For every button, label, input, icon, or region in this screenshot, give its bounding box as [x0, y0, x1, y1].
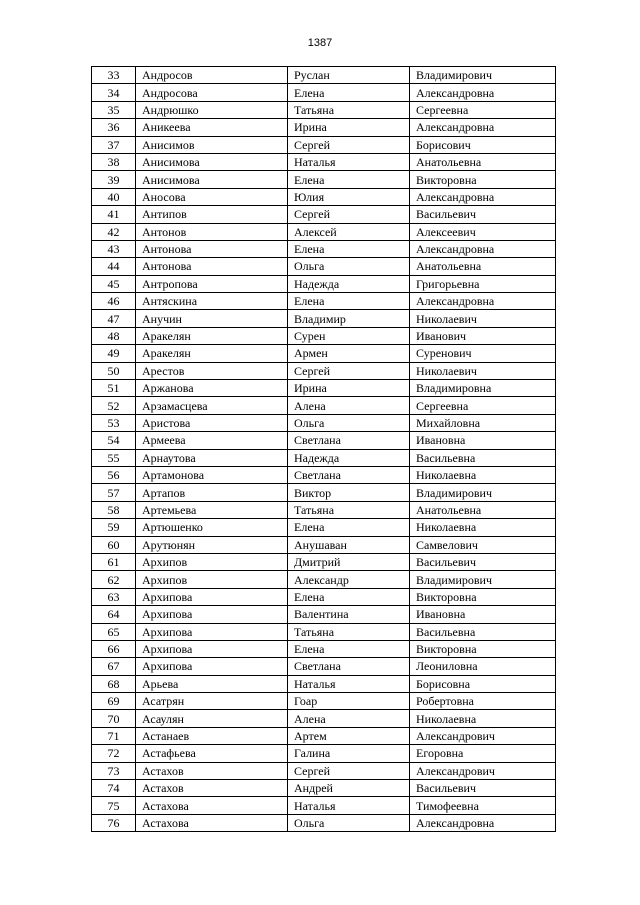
row-number-cell: 51 [92, 380, 136, 397]
first-name-cell: Наталья [288, 675, 410, 692]
first-name-cell: Армен [288, 345, 410, 362]
patronymic-cell: Александровна [410, 293, 556, 310]
last-name-cell: Астафьева [136, 745, 288, 762]
last-name-cell: Архипова [136, 658, 288, 675]
row-number-cell: 68 [92, 675, 136, 692]
table-row [92, 658, 556, 675]
row-number-cell: 38 [92, 153, 136, 170]
table-row [92, 780, 556, 797]
table-row [92, 432, 556, 449]
table-row [92, 397, 556, 414]
first-name-cell: Светлана [288, 432, 410, 449]
row-number-cell: 40 [92, 188, 136, 205]
patronymic-cell: Васильевич [410, 780, 556, 797]
last-name-cell: Архипов [136, 571, 288, 588]
table-row [92, 519, 556, 536]
patronymic-cell: Николаевич [410, 310, 556, 327]
first-name-cell: Сергей [288, 762, 410, 779]
row-number-cell: 50 [92, 362, 136, 379]
page-number: 1387 [307, 37, 333, 49]
first-name-cell: Валентина [288, 606, 410, 623]
last-name-cell: Арнаутова [136, 449, 288, 466]
row-number-cell: 36 [92, 119, 136, 136]
last-name-cell: Антропова [136, 275, 288, 292]
row-number-cell: 44 [92, 258, 136, 275]
table-row [92, 310, 556, 327]
last-name-cell: Архипов [136, 553, 288, 570]
first-name-cell: Алексей [288, 223, 410, 240]
row-number-cell: 60 [92, 536, 136, 553]
row-number-cell: 42 [92, 223, 136, 240]
row-number-cell: 70 [92, 710, 136, 727]
patronymic-cell: Александровна [410, 188, 556, 205]
table-row [92, 223, 556, 240]
last-name-cell: Андрюшко [136, 101, 288, 118]
patronymic-cell: Васильевич [410, 553, 556, 570]
row-number-cell: 43 [92, 240, 136, 257]
table-row [92, 258, 556, 275]
table-row [92, 327, 556, 344]
row-number-cell: 34 [92, 84, 136, 101]
last-name-cell: Астахов [136, 780, 288, 797]
patronymic-cell: Алексеевич [410, 223, 556, 240]
table-row [92, 501, 556, 518]
first-name-cell: Светлана [288, 466, 410, 483]
last-name-cell: Аракелян [136, 345, 288, 362]
patronymic-cell: Анатольевна [410, 258, 556, 275]
first-name-cell: Елена [288, 84, 410, 101]
first-name-cell: Ирина [288, 380, 410, 397]
last-name-cell: Анисимова [136, 153, 288, 170]
patronymic-cell: Васильевич [410, 206, 556, 223]
last-name-cell: Артемьева [136, 501, 288, 518]
first-name-cell: Сергей [288, 206, 410, 223]
patronymic-cell: Васильевна [410, 449, 556, 466]
table-row [92, 571, 556, 588]
table-row [92, 101, 556, 118]
first-name-cell: Сергей [288, 136, 410, 153]
table-row [92, 536, 556, 553]
table-row [92, 275, 556, 292]
row-number-cell: 63 [92, 588, 136, 605]
last-name-cell: Анучин [136, 310, 288, 327]
last-name-cell: Архипова [136, 588, 288, 605]
patronymic-cell: Владимирович [410, 571, 556, 588]
row-number-cell: 61 [92, 553, 136, 570]
last-name-cell: Астахова [136, 814, 288, 831]
last-name-cell: Астахова [136, 797, 288, 814]
patronymic-cell: Сергеевна [410, 397, 556, 414]
table-row [92, 67, 556, 84]
row-number-cell: 48 [92, 327, 136, 344]
first-name-cell: Владимир [288, 310, 410, 327]
patronymic-cell: Александровна [410, 119, 556, 136]
first-name-cell: Светлана [288, 658, 410, 675]
last-name-cell: Анисимов [136, 136, 288, 153]
first-name-cell: Галина [288, 745, 410, 762]
first-name-cell: Елена [288, 293, 410, 310]
first-name-cell: Артем [288, 727, 410, 744]
first-name-cell: Елена [288, 640, 410, 657]
patronymic-cell: Александровна [410, 814, 556, 831]
patronymic-cell: Суренович [410, 345, 556, 362]
first-name-cell: Анушаван [288, 536, 410, 553]
first-name-cell: Ольга [288, 414, 410, 431]
row-number-cell: 41 [92, 206, 136, 223]
first-name-cell: Ирина [288, 119, 410, 136]
first-name-cell: Алена [288, 397, 410, 414]
names-table-body [92, 67, 556, 832]
table-row [92, 710, 556, 727]
table-row [92, 466, 556, 483]
last-name-cell: Аникеева [136, 119, 288, 136]
row-number-cell: 75 [92, 797, 136, 814]
table-row [92, 814, 556, 831]
last-name-cell: Арестов [136, 362, 288, 379]
first-name-cell: Гоар [288, 693, 410, 710]
patronymic-cell: Ивановна [410, 606, 556, 623]
first-name-cell: Ольга [288, 814, 410, 831]
patronymic-cell: Тимофеевна [410, 797, 556, 814]
last-name-cell: Асатрян [136, 693, 288, 710]
row-number-cell: 74 [92, 780, 136, 797]
row-number-cell: 49 [92, 345, 136, 362]
table-row [92, 675, 556, 692]
first-name-cell: Елена [288, 171, 410, 188]
first-name-cell: Сергей [288, 362, 410, 379]
first-name-cell: Надежда [288, 275, 410, 292]
last-name-cell: Артюшенко [136, 519, 288, 536]
patronymic-cell: Ивановна [410, 432, 556, 449]
patronymic-cell: Владимирович [410, 484, 556, 501]
table-row [92, 762, 556, 779]
patronymic-cell: Егоровна [410, 745, 556, 762]
table-row [92, 119, 556, 136]
first-name-cell: Наталья [288, 797, 410, 814]
row-number-cell: 37 [92, 136, 136, 153]
patronymic-cell: Сергеевна [410, 101, 556, 118]
first-name-cell: Елена [288, 240, 410, 257]
patronymic-cell: Леониловна [410, 658, 556, 675]
last-name-cell: Андросов [136, 67, 288, 84]
patronymic-cell: Борисовна [410, 675, 556, 692]
last-name-cell: Аносова [136, 188, 288, 205]
last-name-cell: Асаулян [136, 710, 288, 727]
last-name-cell: Артамонова [136, 466, 288, 483]
row-number-cell: 72 [92, 745, 136, 762]
table-row [92, 206, 556, 223]
last-name-cell: Армеева [136, 432, 288, 449]
last-name-cell: Аржанова [136, 380, 288, 397]
patronymic-cell: Александрович [410, 762, 556, 779]
table-row [92, 136, 556, 153]
first-name-cell: Андрей [288, 780, 410, 797]
patronymic-cell: Викторовна [410, 171, 556, 188]
last-name-cell: Арутюнян [136, 536, 288, 553]
patronymic-cell: Иванович [410, 327, 556, 344]
last-name-cell: Архипова [136, 640, 288, 657]
row-number-cell: 66 [92, 640, 136, 657]
last-name-cell: Антонова [136, 240, 288, 257]
first-name-cell: Татьяна [288, 501, 410, 518]
patronymic-cell: Александрович [410, 727, 556, 744]
table-row [92, 84, 556, 101]
table-row [92, 414, 556, 431]
first-name-cell: Татьяна [288, 101, 410, 118]
patronymic-cell: Робертовна [410, 693, 556, 710]
last-name-cell: Арзамасцева [136, 397, 288, 414]
last-name-cell: Анисимова [136, 171, 288, 188]
patronymic-cell: Борисович [410, 136, 556, 153]
table-row [92, 293, 556, 310]
row-number-cell: 76 [92, 814, 136, 831]
patronymic-cell: Анатольевна [410, 153, 556, 170]
table-row [92, 797, 556, 814]
patronymic-cell: Александровна [410, 84, 556, 101]
last-name-cell: Архипова [136, 606, 288, 623]
table-row [92, 640, 556, 657]
patronymic-cell: Викторовна [410, 588, 556, 605]
patronymic-cell: Владимировна [410, 380, 556, 397]
last-name-cell: Антяскина [136, 293, 288, 310]
patronymic-cell: Николаевна [410, 710, 556, 727]
last-name-cell: Аракелян [136, 327, 288, 344]
row-number-cell: 55 [92, 449, 136, 466]
patronymic-cell: Самвелович [410, 536, 556, 553]
table-row [92, 727, 556, 744]
first-name-cell: Дмитрий [288, 553, 410, 570]
table-row [92, 345, 556, 362]
first-name-cell: Александр [288, 571, 410, 588]
table-row [92, 484, 556, 501]
first-name-cell: Алена [288, 710, 410, 727]
last-name-cell: Аристова [136, 414, 288, 431]
row-number-cell: 67 [92, 658, 136, 675]
first-name-cell: Сурен [288, 327, 410, 344]
table-row [92, 588, 556, 605]
first-name-cell: Елена [288, 588, 410, 605]
last-name-cell: Антонов [136, 223, 288, 240]
last-name-cell: Арьева [136, 675, 288, 692]
first-name-cell: Татьяна [288, 623, 410, 640]
table-row [92, 745, 556, 762]
patronymic-cell: Николаевна [410, 466, 556, 483]
row-number-cell: 45 [92, 275, 136, 292]
names-table [91, 66, 556, 832]
row-number-cell: 47 [92, 310, 136, 327]
row-number-cell: 46 [92, 293, 136, 310]
patronymic-cell: Николаевич [410, 362, 556, 379]
row-number-cell: 64 [92, 606, 136, 623]
patronymic-cell: Викторовна [410, 640, 556, 657]
first-name-cell: Руслан [288, 67, 410, 84]
patronymic-cell: Васильевна [410, 623, 556, 640]
first-name-cell: Елена [288, 519, 410, 536]
first-name-cell: Надежда [288, 449, 410, 466]
row-number-cell: 33 [92, 67, 136, 84]
table-row [92, 623, 556, 640]
table-row [92, 380, 556, 397]
row-number-cell: 58 [92, 501, 136, 518]
last-name-cell: Артапов [136, 484, 288, 501]
row-number-cell: 62 [92, 571, 136, 588]
table-row [92, 553, 556, 570]
first-name-cell: Ольга [288, 258, 410, 275]
row-number-cell: 53 [92, 414, 136, 431]
table-row [92, 606, 556, 623]
row-number-cell: 57 [92, 484, 136, 501]
table-row [92, 362, 556, 379]
first-name-cell: Юлия [288, 188, 410, 205]
table-row [92, 188, 556, 205]
row-number-cell: 52 [92, 397, 136, 414]
row-number-cell: 65 [92, 623, 136, 640]
last-name-cell: Архипова [136, 623, 288, 640]
table-row [92, 240, 556, 257]
patronymic-cell: Николаевна [410, 519, 556, 536]
row-number-cell: 39 [92, 171, 136, 188]
row-number-cell: 35 [92, 101, 136, 118]
last-name-cell: Антонова [136, 258, 288, 275]
last-name-cell: Андросова [136, 84, 288, 101]
last-name-cell: Антипов [136, 206, 288, 223]
row-number-cell: 73 [92, 762, 136, 779]
row-number-cell: 56 [92, 466, 136, 483]
patronymic-cell: Михайловна [410, 414, 556, 431]
table-row [92, 449, 556, 466]
row-number-cell: 71 [92, 727, 136, 744]
last-name-cell: Астанаев [136, 727, 288, 744]
last-name-cell: Астахов [136, 762, 288, 779]
patronymic-cell: Владимирович [410, 67, 556, 84]
patronymic-cell: Григорьевна [410, 275, 556, 292]
first-name-cell: Виктор [288, 484, 410, 501]
table-row [92, 171, 556, 188]
table-row [92, 693, 556, 710]
table-row [92, 153, 556, 170]
first-name-cell: Наталья [288, 153, 410, 170]
patronymic-cell: Анатольевна [410, 501, 556, 518]
row-number-cell: 69 [92, 693, 136, 710]
row-number-cell: 54 [92, 432, 136, 449]
patronymic-cell: Александровна [410, 240, 556, 257]
row-number-cell: 59 [92, 519, 136, 536]
